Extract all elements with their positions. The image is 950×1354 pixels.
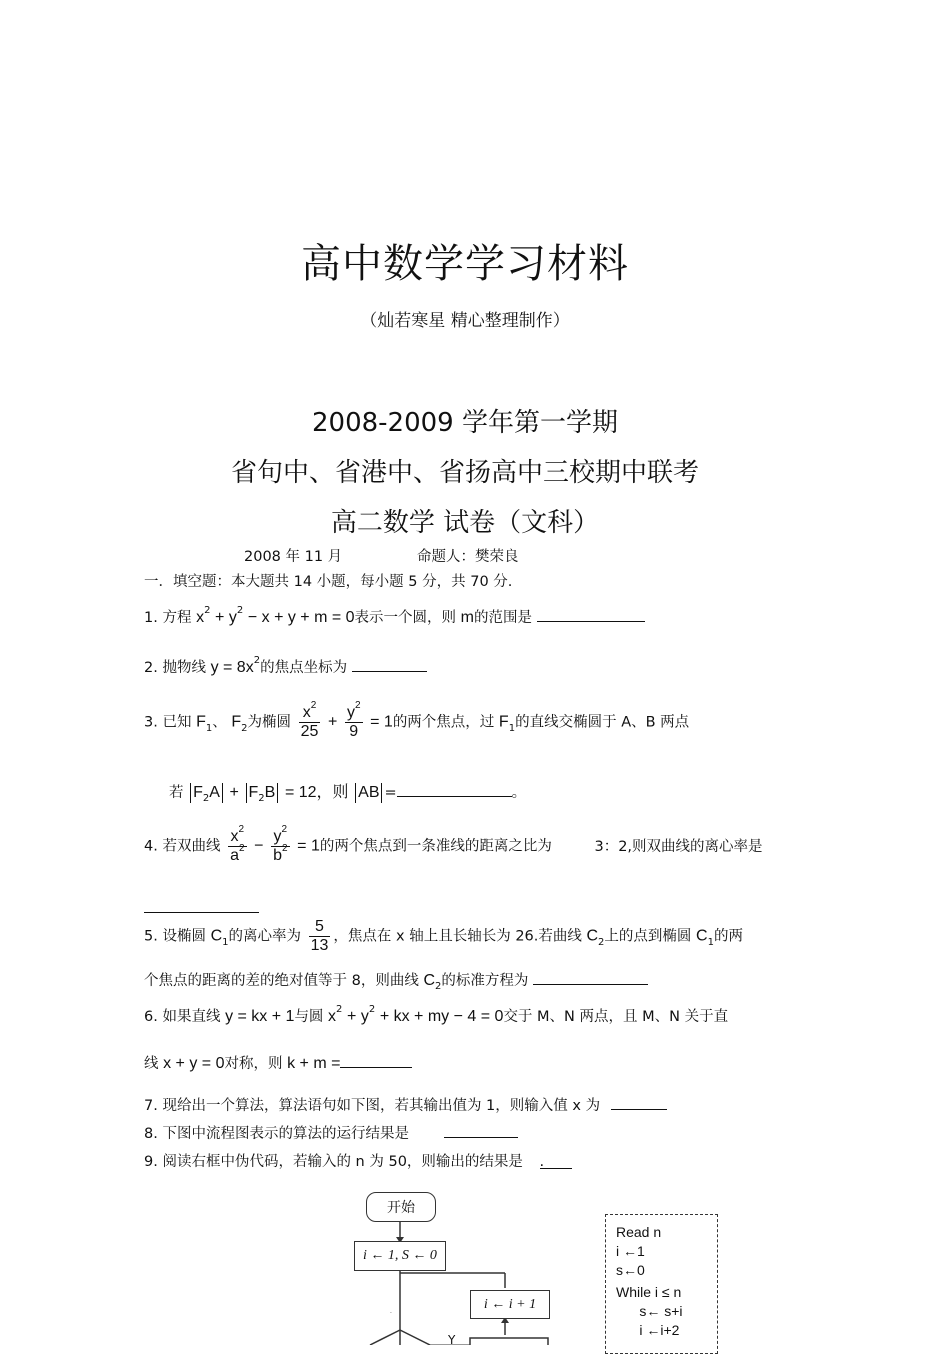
question-3-line-2: 若 $F_2A + F_2B = 12$，则 AB = 。 — [169, 784, 527, 804]
q2-number: 2. — [144, 660, 158, 676]
question-6-line-2: 线 x + y = 0对称，则 k + m = — [144, 1052, 412, 1073]
q1-answer-blank[interactable] — [537, 607, 645, 622]
question-1: 1. 方程 $x^2 + y^2 - x + y + m = 0$表示一个圆，则 m的范围是 — [144, 606, 645, 627]
q1-tail: 的范围是 — [473, 610, 532, 626]
pseudocode-line: s← s+i — [616, 1303, 683, 1319]
q1-eq-x: x — [196, 609, 205, 626]
q2-post: 的焦点坐标为 — [260, 660, 348, 676]
q3-fraction-x: $\frac{x^2}{25}$ — [300, 700, 319, 740]
question-4: 4. 若双曲线 $\frac{x^2}{a^2}$ − $\frac{y^2}{b^2}$ = 1的两个焦点到一条准线的距离之比为 3：2,则双曲线的离心率是 — [144, 824, 763, 864]
pseudocode-line: Read n — [616, 1224, 662, 1240]
question-8: 8. 下图中流程图表示的算法的运行结果是 — [144, 1122, 518, 1143]
q2-eq: y = 8x — [210, 659, 254, 676]
q9-answer-blank[interactable]: . — [540, 1154, 572, 1169]
q1-number: 1. — [144, 610, 158, 626]
q7-answer-blank[interactable] — [611, 1095, 667, 1110]
q1-pre: 方程 — [162, 610, 192, 626]
q2-answer-blank[interactable] — [352, 657, 427, 672]
q1-post: 表示一个圆，则 — [354, 610, 457, 626]
exam-term: 2008-2009 学年第一学期 — [312, 408, 618, 438]
q3-answer-blank[interactable] — [397, 782, 512, 797]
document-subtitle: （灿若寒星 精心整理制作） — [360, 311, 570, 331]
q4-fraction-x: $\frac{x^2}{a^2}$ — [230, 824, 245, 864]
pseudocode-line: s←0 — [616, 1262, 645, 1278]
question-2: 2. 抛物线 $y = 8x^2$的焦点坐标为 — [144, 656, 427, 677]
pseudocode-line: While i ≤ n — [616, 1284, 682, 1300]
flowchart-increment: i ← i + 1 — [470, 1290, 550, 1319]
q5-fraction: $\frac{5}{13}$ — [310, 918, 329, 954]
flowchart-init: i ← 1, S ← 0 — [354, 1241, 446, 1271]
question-6: 6. 如果直线 y = kx + 1与圆 $x^2 + y^2$ + kx + my − 4 = 0交于 M、N 两点，且 M、N 关于直 — [144, 1004, 729, 1025]
q1-eq-y: + y — [215, 609, 237, 626]
q5-answer-blank[interactable] — [533, 970, 648, 985]
q1-eq-rest: − x + y + m = 0 — [247, 609, 355, 626]
flowchart-start: 开始 — [366, 1192, 436, 1222]
question-5: 5. 设椭圆 $C_1$的离心率为 $\frac{5}{13}$ ，焦点在 x 轴上且长轴长为 26.若曲线 $C_2$上的点到椭圆 $C_1$的两 — [144, 918, 743, 954]
question-9: 9. 阅读右框中伪代码，若输入的 n 为 50，则输出的结果是 . — [144, 1150, 572, 1171]
q1-var: m — [460, 609, 474, 626]
q8-answer-blank[interactable] — [444, 1123, 518, 1138]
pseudocode-line: i ←1 — [616, 1243, 645, 1259]
exam-author: 命题人：樊荣良 — [417, 549, 519, 565]
pseudocode-box — [605, 1214, 718, 1354]
exam-paper-title: 高二数学 试卷（文科） — [330, 508, 600, 538]
question-7: 7. 现给出一个算法，算法语句如下图，若其输出值为 1，则输入值 x 为 — [144, 1094, 667, 1115]
document-title: 高中数学学习材料 — [301, 241, 629, 287]
q4-answer-blank[interactable] — [144, 898, 259, 917]
q2-pre: 抛物线 — [162, 660, 206, 676]
svg-text:.: . — [390, 1308, 392, 1315]
exam-date: 2008 年 11 月 — [244, 549, 343, 565]
flowchart-yes-label: Y — [448, 1333, 456, 1347]
q3-fraction-y: $\frac{y^2}{9}$ — [346, 700, 361, 740]
q4-fraction-y: $\frac{y^2}{b^2}$ — [273, 824, 288, 864]
pseudocode-line: i ←i+2 — [616, 1322, 680, 1338]
question-5-line-2: 个焦点的距离的差的绝对值等于 8，则曲线 $C_2$的标准方程为 — [144, 969, 648, 990]
q6-answer-blank[interactable] — [340, 1053, 412, 1068]
q3-number: 3. — [144, 714, 158, 731]
exam-schools: 省句中、省港中、省扬高中三校期中联考 — [230, 458, 699, 488]
section-heading: 一．填空题：本大题共 14 小题，每小题 5 分，共 70 分. — [144, 574, 513, 590]
question-3: 3. 已知 $F_1$、 $F_2$为椭圆 $\frac{x^2}{25}$ + $\frac{y^2}{9}$ = 1的两个焦点，过 $F_1$的直线交椭圆于 A、B 两点 — [144, 700, 690, 740]
q3-pre: 已知 — [162, 714, 192, 731]
